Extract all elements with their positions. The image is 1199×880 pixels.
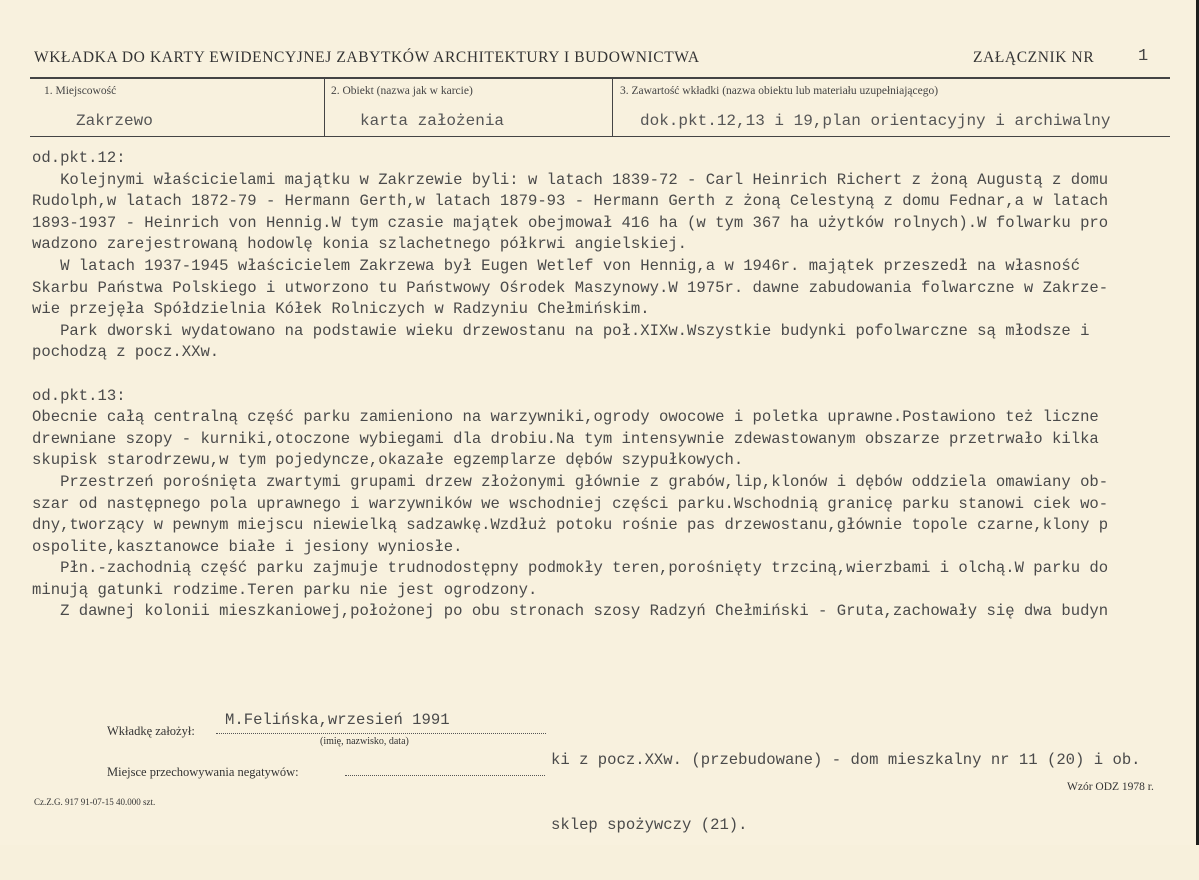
text-line: sklep spożywczy (21).	[551, 815, 748, 834]
header-divider	[30, 77, 1170, 79]
text-line: skupisk starodrzewu,w tym pojedyncze,okazałe egzemplarze dębów szypułkowych.	[32, 451, 744, 470]
text-line: W latach 1937-1945 właścicielem Zakrzewa był Eugen Wetlef von Hennig,a w 1946r. majątek przeszedł na własność	[32, 256, 1081, 275]
text-line: pochodzą z pocz.XXw.	[32, 343, 220, 362]
text-line: wie przejęła Spółdzielnia Kółek Rolniczych w Radzyniu Chełmińskim.	[32, 300, 650, 319]
field-value-locality: Zakrzewo	[76, 112, 153, 130]
text-line: szar od następnego pola uprawnego i warzywników we wschodniej części parku.Wschodnią granicę parku stanowi ciek wo-	[32, 494, 1109, 513]
fields-divider	[30, 136, 1170, 137]
text-line: Obecnie całą centralną część parku zamieniono na warzywniki,ogrody owocowe i poletka uprawne.Postawiono też liczne	[32, 408, 1099, 427]
text-line: Płn.-zachodnią część parku zajmuje trudnodostępny podmokły teren,porośnięty trzciną,wierzbami i olchą.W parku do	[32, 559, 1109, 578]
text-line: wadzono zarejestrowaną hodowlę konia szlachetnego półkrwi angielskiej.	[32, 235, 688, 254]
continuation-text	[551, 707, 1141, 880]
field-separator	[612, 79, 613, 136]
negatives-dotted-line	[345, 775, 545, 776]
text-line: od.pkt.13:	[32, 386, 126, 405]
print-info: Cz.Z.G. 917 91-07-15 40.000 szt.	[34, 797, 156, 807]
field-value-object: karta założenia	[360, 112, 505, 130]
author-value: M.Felińska,wrzesień 1991	[225, 711, 450, 729]
field-label-object: 2. Obiekt (nazwa jak w karcie)	[331, 85, 473, 97]
author-label: Wkładkę założył:	[107, 724, 195, 738]
text-line: drewniane szopy - kurniki,otoczone wybiegami dla drobiu.Na tym intensywnie zdewastowanym obszarze przetrwało kilka	[32, 429, 1099, 448]
field-label-contents: 3. Zawartość wkładki (nazwa obiektu lub materiału uzupełniającego)	[620, 85, 939, 97]
text-line: 1893-1937 - Heinrich von Hennig.W tym czasie majątek obejmował 416 ha (w tym 367 ha użytków rolnych).W folwarku pro	[32, 213, 1109, 232]
text-line: Kolejnymi właścicielami majątku w Zakrzewie byli: w latach 1839-72 - Carl Heinrich Richert z żoną Augustą z domu	[32, 170, 1109, 189]
author-caption: (imię, nazwisko, data)	[320, 736, 409, 747]
text-line: Z dawnej kolonii mieszkaniowej,położonej po obu stronach szosy Radzyń Chełmiński - Gruta,zachowały się dwa budyn	[32, 602, 1109, 621]
text-line	[32, 364, 1197, 386]
form-title: WKŁADKA DO KARTY EWIDENCYJNEJ ZABYTKÓW ARCHITEKTURY I BUDOWNICTWA	[34, 49, 700, 66]
text-line: ospolite,kasztanowce białe i jesiony wyniosłe.	[32, 537, 463, 556]
text-line: Park dworski wydatowano na podstawie wieku drzewostanu na poł.XIXw.Wszystkie budynki pofolwarczne są młodsze i	[32, 321, 1090, 340]
negatives-label: Miejsce przechowywania negatywów:	[107, 765, 299, 779]
field-label-locality: 1. Miejscowość	[44, 85, 117, 97]
typed-body-text	[32, 148, 1197, 623]
text-line: dny,tworzący w pewnym miejscu niewielką sadzawkę.Wzdłuż potoku rośnie pas drzewostanu,głównie topole czarne,klony p	[32, 516, 1109, 535]
annex-label: ZAŁĄCZNIK NR	[973, 49, 1095, 66]
text-line: Rudolph,w latach 1872-79 - Hermann Gerth,w latach 1879-93 - Hermann Gerth z żoną Celestyną z domu Fednar,a w latach	[32, 192, 1109, 211]
text-line: Skarbu Państwa Polskiego i utworzono tu Państwowy Ośrodek Maszynowy.W 1975r. dawne zabudowania folwarczne w Zakrze-	[32, 278, 1109, 297]
author-dotted-line	[216, 733, 546, 734]
annex-number: 1	[1138, 47, 1149, 66]
text-line: od.pkt.12:	[32, 149, 126, 167]
text-line: minują gatunki rodzime.Teren parku nie jest ogrodzony.	[32, 580, 538, 599]
form-model: Wzór ODZ 1978 r.	[1067, 781, 1154, 793]
text-line: ki z pocz.XXw. (przebudowane) - dom mieszkalny nr 11 (20) i ob.	[551, 751, 1141, 770]
field-separator	[324, 79, 325, 136]
text-line: Przestrzeń porośnięta zwartymi grupami drzew złożonymi głównie z grabów,lip,klonów i dębów oddziela omawiany ob-	[32, 472, 1109, 491]
field-value-contents: dok.pkt.12,13 i 19,plan orientacyjny i archiwalny	[640, 112, 1111, 130]
